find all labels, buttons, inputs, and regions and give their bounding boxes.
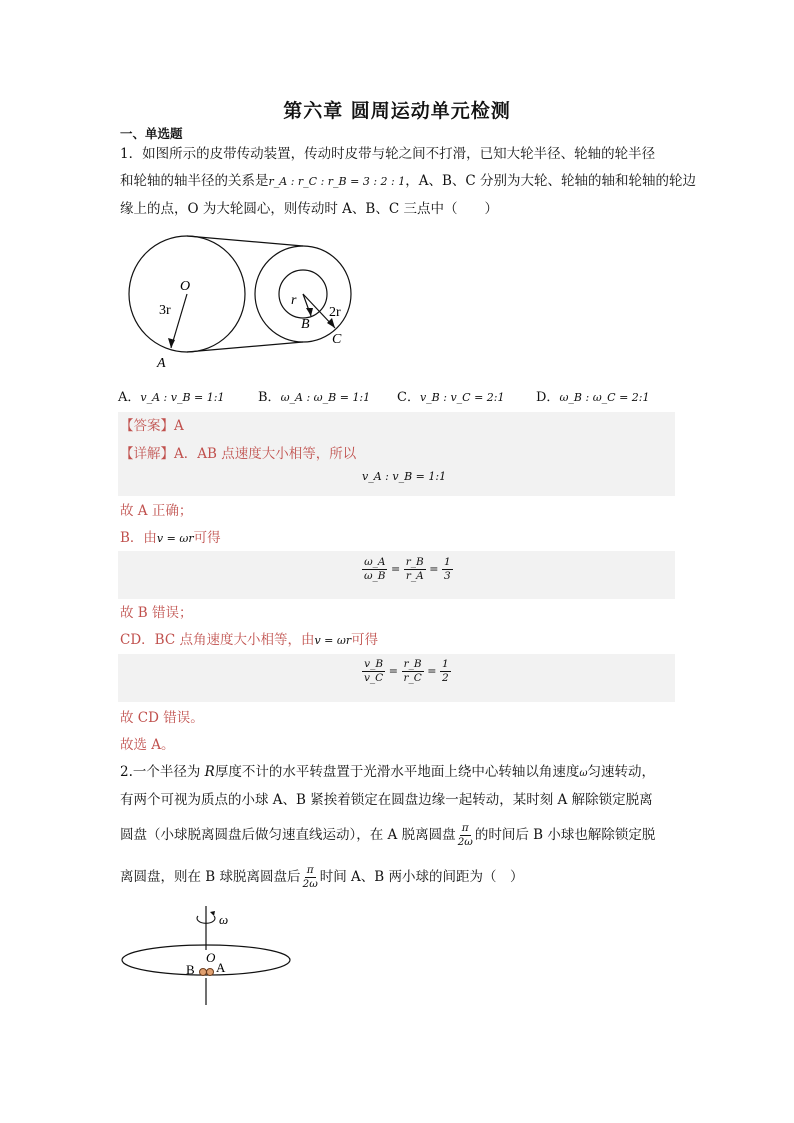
eq2-l-num: ω_A bbox=[364, 556, 386, 568]
b-intro-1: B．由 bbox=[120, 530, 157, 546]
q1-ratio-formula: r_A : r_C : r_B = 3 : 2 : 1 bbox=[268, 175, 406, 188]
q1-line-1: 1．如图所示的皮带传动装置，传动时皮带与轮之间不打滑，已知大轮半径、轮轴的轮半径 bbox=[120, 146, 656, 162]
q2-frac1-den: 2ω bbox=[457, 836, 473, 848]
q2-line-2: 有两个可视为质点的小球 A、B 紧挨着锁定在圆盘边缘一起转动，某时刻 A 解除锁定脱离 bbox=[120, 792, 653, 808]
label-O2: O bbox=[206, 950, 216, 965]
q2-line-3-b: 的时间后 B 小球也解除锁定脱 bbox=[474, 827, 656, 843]
belt-bottom bbox=[187, 342, 303, 352]
section-heading: 一、单选题 bbox=[120, 126, 183, 141]
option-c-key: C． bbox=[397, 390, 420, 405]
cd-intro-1: CD．BC 点角速度大小相等，由 bbox=[120, 632, 315, 648]
eq3-l-den: v_C bbox=[364, 672, 384, 684]
label-3r: 3r bbox=[159, 303, 171, 318]
choose-line: 故选 A。 bbox=[120, 737, 175, 753]
q2-line-3 bbox=[120, 822, 655, 849]
q2-fraction-2 bbox=[301, 864, 320, 891]
cd-wrong-line: 故 CD 错误。 bbox=[120, 710, 204, 726]
q1-line-2 bbox=[120, 169, 696, 189]
option-b-text: ω_A : ω_B = 1:1 bbox=[280, 391, 371, 404]
belt-pulley-figure bbox=[125, 222, 365, 372]
eq3-m-num: r_B bbox=[403, 658, 422, 670]
eq2-m-den: r_A bbox=[405, 570, 424, 582]
cd-intro-line bbox=[120, 628, 378, 648]
q2-line-1 bbox=[120, 760, 655, 780]
option-c-text: v_B : v_C = 2:1 bbox=[419, 391, 505, 404]
belt-top bbox=[187, 236, 303, 246]
label-O: O bbox=[180, 279, 191, 294]
eq2-l-den: ω_B bbox=[364, 570, 386, 582]
q2-omega: ω bbox=[579, 768, 588, 779]
eq2-r-den: 3 bbox=[443, 570, 451, 582]
b-formula: v = ωr bbox=[156, 532, 194, 545]
label-B: B bbox=[301, 317, 310, 332]
label-omega: ω bbox=[219, 912, 229, 927]
detail-tag: 【详解】 bbox=[120, 446, 174, 462]
q2-radius-R: R bbox=[204, 764, 215, 780]
q2-frac1-num: π bbox=[461, 822, 469, 834]
option-a-key: A． bbox=[118, 390, 141, 405]
eq3-l-num: v_B bbox=[364, 658, 384, 670]
option-d-key: D． bbox=[536, 390, 560, 405]
ball-a bbox=[207, 969, 214, 976]
q2-line-1-c: 匀速转动， bbox=[587, 764, 655, 780]
q1-line-3: 缘上的点，O 为大轮圆心，则传动时 A、B、C 三点中（ ） bbox=[120, 201, 498, 217]
answer-tag: 【答案】 bbox=[120, 418, 174, 434]
option-b[interactable] bbox=[258, 386, 370, 405]
eq2-m-num: r_B bbox=[405, 556, 424, 568]
answer-value: A bbox=[174, 418, 184, 434]
option-c[interactable] bbox=[397, 386, 505, 405]
eq2-r-num: 1 bbox=[443, 556, 451, 568]
cd-intro-2: 可得 bbox=[351, 632, 379, 648]
q2-fraction-1 bbox=[456, 822, 475, 849]
cd-formula: v = ωr bbox=[314, 634, 352, 647]
equation-omega-ratio: $\frac{\omega\_A}{\omega\_B}$ = $\frac{r\_B}{r\_A}$ = $\frac{1}{3}$ bbox=[364, 556, 451, 582]
label-ball-A: A bbox=[216, 960, 226, 975]
b-intro-line bbox=[120, 526, 221, 546]
q2-line-3-a: 圆盘（小球脱离圆盘后做匀速直线运动），在 A 脱离圆盘 bbox=[120, 827, 456, 843]
equation-v-ratio: $\frac{v\_B}{v\_C}$ = $\frac{r\_B}{r\_C}$ = $\frac{1}{2}$ bbox=[364, 658, 449, 684]
label-ball-B: B bbox=[186, 962, 195, 977]
q2-frac2-num: π bbox=[306, 864, 314, 876]
a-correct-line: 故 A 正确； bbox=[120, 503, 193, 519]
eq3-r-num: 1 bbox=[441, 658, 449, 670]
q2-line-1-a: 2.一个半径为 bbox=[120, 764, 205, 780]
answer-line bbox=[120, 414, 184, 434]
q2-line-4-b: 时间 A、B 两小球的间距为（ ） bbox=[319, 869, 524, 885]
option-d-text: ω_B : ω_C = 2:1 bbox=[559, 391, 650, 404]
option-b-key: B． bbox=[258, 390, 281, 405]
b-wrong-line: 故 B 错误； bbox=[120, 605, 193, 621]
page-title: 第六章 圆周运动单元检测 bbox=[283, 100, 511, 122]
option-a-text: v_A : v_B = 1:1 bbox=[140, 391, 225, 404]
q2-line-4-a: 离圆盘，则在 B 球脱离圆盘后 bbox=[120, 869, 301, 885]
label-A: A bbox=[157, 356, 166, 371]
equation-va-vb: v_A : v_B = 1:1 bbox=[362, 470, 447, 483]
label-r: r bbox=[291, 293, 297, 308]
q2-line-1-b: 厚度不计的水平转盘置于光滑水平地面上绕中心转轴以角速度 bbox=[214, 764, 580, 780]
ball-b bbox=[200, 969, 207, 976]
label-2r: 2r bbox=[329, 305, 341, 320]
q2-frac2-den: 2ω bbox=[302, 878, 318, 890]
option-d[interactable] bbox=[536, 386, 650, 405]
q1-line-2-a: 和轮轴的轴半径的关系是 bbox=[120, 173, 269, 189]
eq3-m-den: r_C bbox=[403, 672, 422, 684]
q1-line-2-b: ，A、B、C 分别为大轮、轮轴的轴和轮轴的轮边 bbox=[405, 173, 697, 189]
b-intro-2: 可得 bbox=[193, 530, 221, 546]
turntable-figure bbox=[118, 900, 298, 1010]
q2-line-4 bbox=[120, 864, 524, 891]
label-C: C bbox=[332, 332, 342, 347]
eq3-r-den: 2 bbox=[441, 672, 449, 684]
detail-line bbox=[120, 442, 356, 462]
option-a[interactable] bbox=[118, 386, 224, 405]
detail-a-text: A．AB 点速度大小相等，所以 bbox=[174, 446, 357, 462]
